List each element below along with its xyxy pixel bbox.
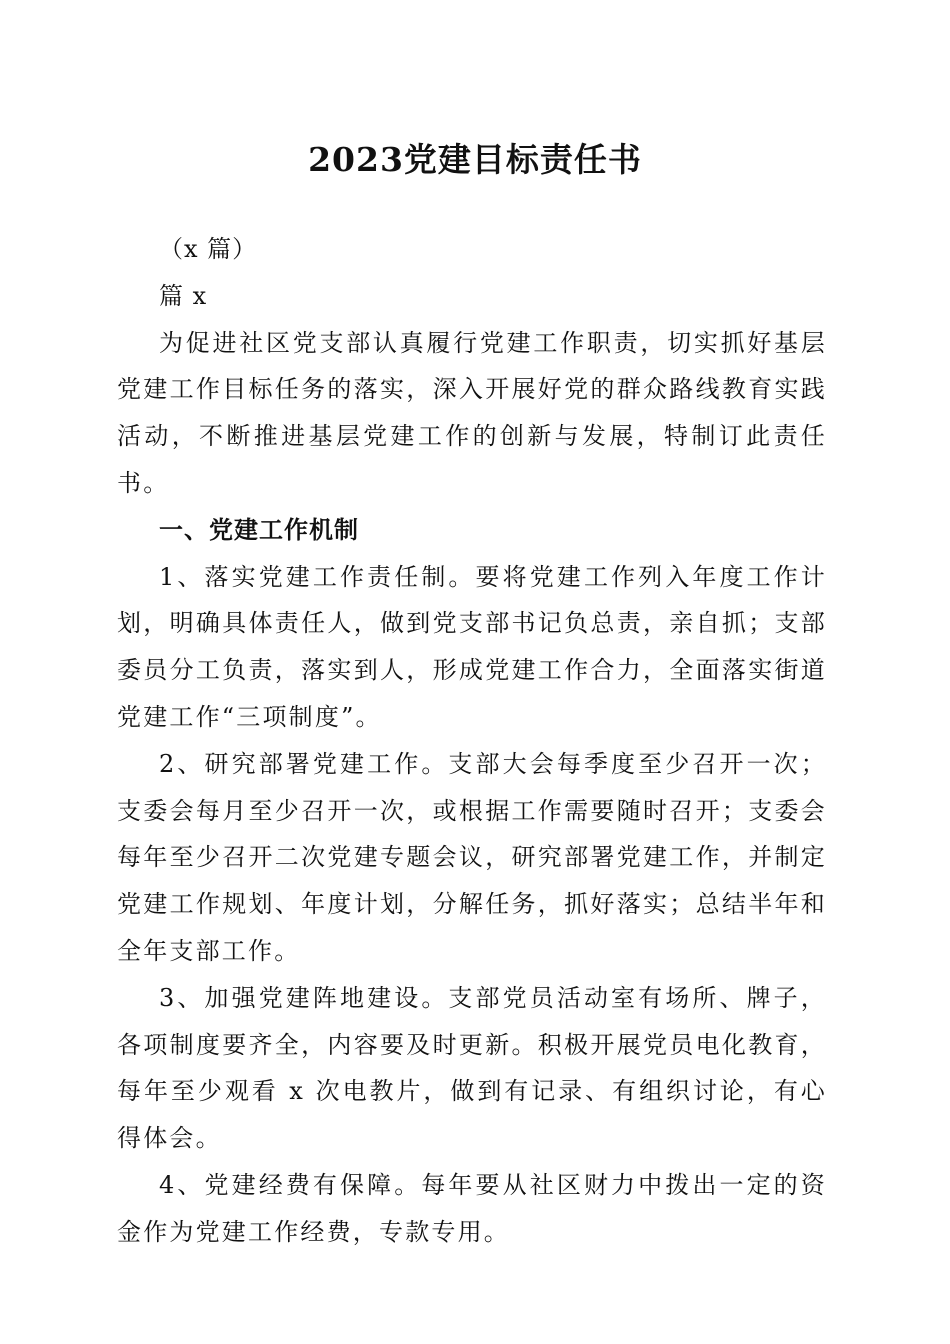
article-label: 篇 x [159,281,208,310]
list-item: 1、落实党建工作责任制。要将党建工作列入年度工作计划，明确具体责任人，做到党支部书记负总责，亲自抓；支部委员分工负责，落实到人，形成党建工作合力，全面落实街道党建工作“三项制度”。 [117,562,827,731]
intro-paragraph: 为促进社区党支部认真履行党建工作职责，切实抓好基层党建工作目标任务的落实，深入开展好党的群众路线教育实践活动，不断推进基层党建工作的创新与发展，特制订此责任书。 [117,328,827,497]
document-body [117,226,827,1256]
list-item: 3、加强党建阵地建设。支部党员活动室有场所、牌子，各项制度要齐全，内容要及时更新。积极开展党员电化教育，每年至少观看 x 次电教片，做到有记录、有组织讨论，有心得体会。 [117,983,827,1153]
article-count-note: （x 篇） [159,235,258,263]
document-title: 2023党建目标责任书 [308,140,642,179]
section-heading: 一、党建工作机制 [159,515,359,544]
list-item: 2、研究部署党建工作。支部大会每季度至少召开一次；支委会每月至少召开一次，或根据工作需要随时召开；支委会每年至少召开二次党建专题会议，研究部署党建工作，并制定党建工作规划、年度计划，分解任务，抓好落实；总结半年和全年支部工作。 [117,749,827,965]
list-item: 4、党建经费有保障。每年要从社区财力中拨出一定的资金作为党建工作经费，专款专用。 [117,1170,827,1246]
